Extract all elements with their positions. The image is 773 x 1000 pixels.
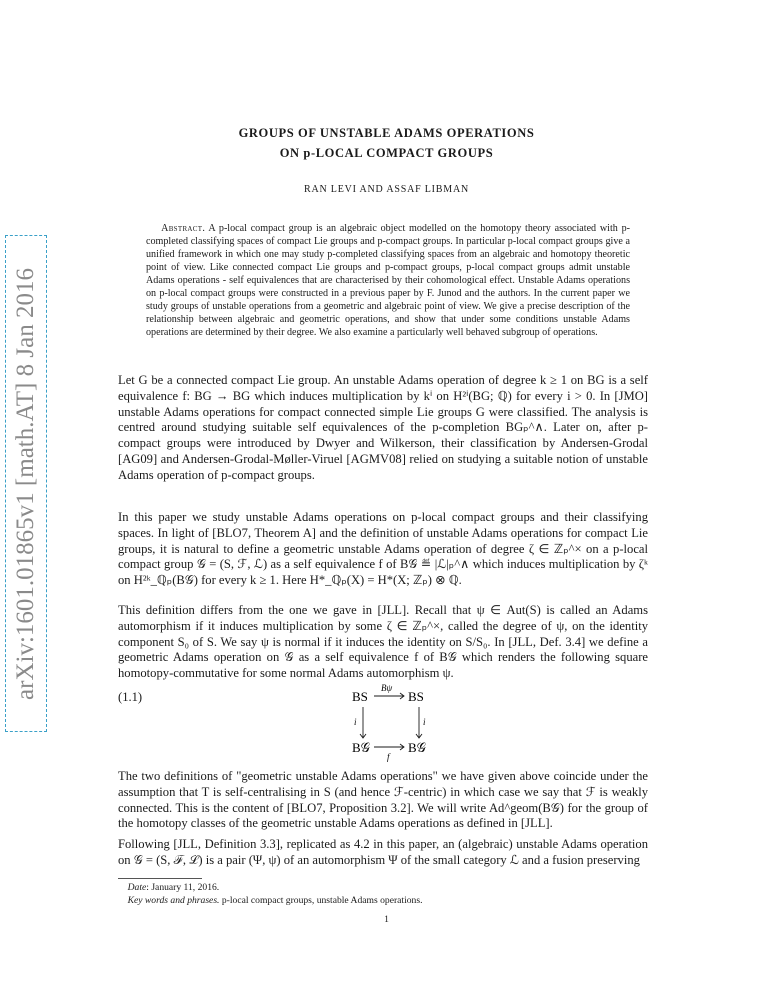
arxiv-stamp bbox=[5, 235, 47, 732]
keywords-value: p-local compact groups, unstable Adams operations. bbox=[221, 895, 423, 906]
top-left-node: BS bbox=[352, 689, 368, 704]
abstract bbox=[146, 222, 630, 339]
top-arrow-label: Bψ bbox=[381, 683, 393, 693]
top-right-node: BS bbox=[408, 689, 424, 704]
paragraph-4-text: The two definitions of "geometric unstable Adams operations" we have given above coincide under the assumption that T is self-centralising in S (and hence ℱ-centric) in which case we say that ℱ is weakly connected. This is the content of [BLO7, Proposition 3.2]. We will write Ad^geom(B𝒢) for the group of the homotopy classes of the geometric unstable Adams operations as defined in [JLL]. bbox=[118, 769, 648, 831]
footnote-keywords bbox=[118, 894, 648, 907]
paragraph-3 bbox=[118, 603, 648, 682]
right-arrow-label: i bbox=[423, 717, 426, 727]
footnote-date: Date: January 11, 2016. bbox=[127, 882, 220, 893]
title-line-2: ON p-LOCAL COMPACT GROUPS bbox=[279, 146, 494, 160]
footnote-rule bbox=[118, 878, 202, 879]
paragraph-3-text: This definition differs from the one we gave in [JLL]. Recall that ψ ∈ Aut(S) is called an Adams automorphism if it induces multiplication by some ζ ∈ ℤₚ^×, called the degree of ψ, on the identity component S₀ of S. We say ψ is normal if it induces the identity on S/S₀. In [JLL, Def. 3.4] we define a geometric Adams operation on 𝒢 as a self equivalence f of B𝒢 which renders the following square homotopy-commutative for some normal Adams automorphism ψ. bbox=[118, 603, 648, 681]
title-line-1: GROUPS OF UNSTABLE ADAMS OPERATIONS bbox=[238, 126, 535, 140]
bottom-right-node: B𝒢 bbox=[408, 740, 426, 755]
bottom-left-node: B𝒢 bbox=[352, 740, 370, 755]
paragraph-5 bbox=[118, 837, 648, 869]
paragraph-1 bbox=[118, 373, 648, 484]
paragraph-2 bbox=[118, 510, 648, 589]
paragraph-5-text: Following [JLL, Definition 3.3], replicated as 4.2 in this paper, an (algebraic) unstable Adams operation on 𝒢 = (S, ℱ, ℒ) is a pair (Ψ, ψ) of an automorphism Ψ of the small category ℒ and a fusion preserving bbox=[118, 837, 648, 867]
arxiv-identifier[interactable]: arXiv:1601.01865v1 [math.AT] 8 Jan 2016 bbox=[12, 267, 40, 700]
date-value: January 11, 2016. bbox=[151, 882, 220, 893]
page-number: 1 bbox=[384, 914, 389, 925]
abstract-label: Abstract. bbox=[161, 223, 206, 234]
paragraph-1-text: Let G be a connected compact Lie group. An unstable Adams operation of degree k ≥ 1 on BG is a self equivalence f: BG → BG which induces multiplication by kⁱ on H²ⁱ(BG; ℚ) for every i > 0. In [JMO] unstable Adams operations for compact connected simple Lie groups G were classified. The analysis is centred around studying suitable self equivalences of the p-completion BGₚ^∧. Later on, after p-compact groups were introduced by Dwyer and Wilkerson, their classification by Andersen-Grodal [AG09] and Andersen-Grodal-Møller-Viruel [AGMV08] relied on studying a suitable notion of unstable Adams operation of p-compact groups. bbox=[118, 373, 648, 482]
commutative-square bbox=[336, 680, 446, 780]
equation-number: (1.1) bbox=[118, 690, 143, 704]
abstract-text: A p-local compact group is an algebraic object modelled on the homotopy theory associated with p-completed classifying spaces of compact Lie groups and p-compact groups. In particular p-local compact groups give a unified framework in which one may study p-completed classifying spaces from an algebraic and homotopy theoretic point of view. Like connected compact Lie groups and p-compact groups, p-local compact groups admit unstable Adams operations - self equivalences that are characterised by their cohomological effect. Unstable Adams operations on p-local compact groups were constructed in a previous paper by F. Junod and the authors. In the current paper we study groups of unstable operations from a geometric and algebraic point of view. We give a precise description of the relationship between algebraic and geometric operations, and show that under some conditions unstable Adams operations are determined by their degree. We also examine a particularly well behaved subgroup of operations. bbox=[146, 223, 631, 339]
left-arrow-label: i bbox=[354, 717, 357, 727]
date-label: Date bbox=[127, 882, 147, 893]
keywords-label: Key words and phrases. bbox=[127, 895, 220, 906]
paragraph-4 bbox=[118, 769, 648, 832]
bottom-arrow-label: f bbox=[387, 752, 390, 762]
authors: RAN LEVI AND ASSAF LIBMAN bbox=[303, 184, 469, 195]
paragraph-2-text: In this paper we study unstable Adams operations on p-local compact groups and their classifying spaces. In light of [BLO7, Theorem A] and the definition of unstable Adams operations for compact Lie groups, it is natural to define a geometric unstable Adams operation of degree ζ ∈ ℤₚ^× on a p-local compact group 𝒢 = (S, ℱ, ℒ) as a self equivalence f of B𝒢 ≝ |ℒ|ₚ^∧ which induces multiplication by ζᵏ on H²ᵏ_ℚₚ(B𝒢) for every k ≥ 1. Here H*_ℚₚ(X) = H*(X; ℤₚ) ⊗ ℚ. bbox=[118, 510, 648, 588]
